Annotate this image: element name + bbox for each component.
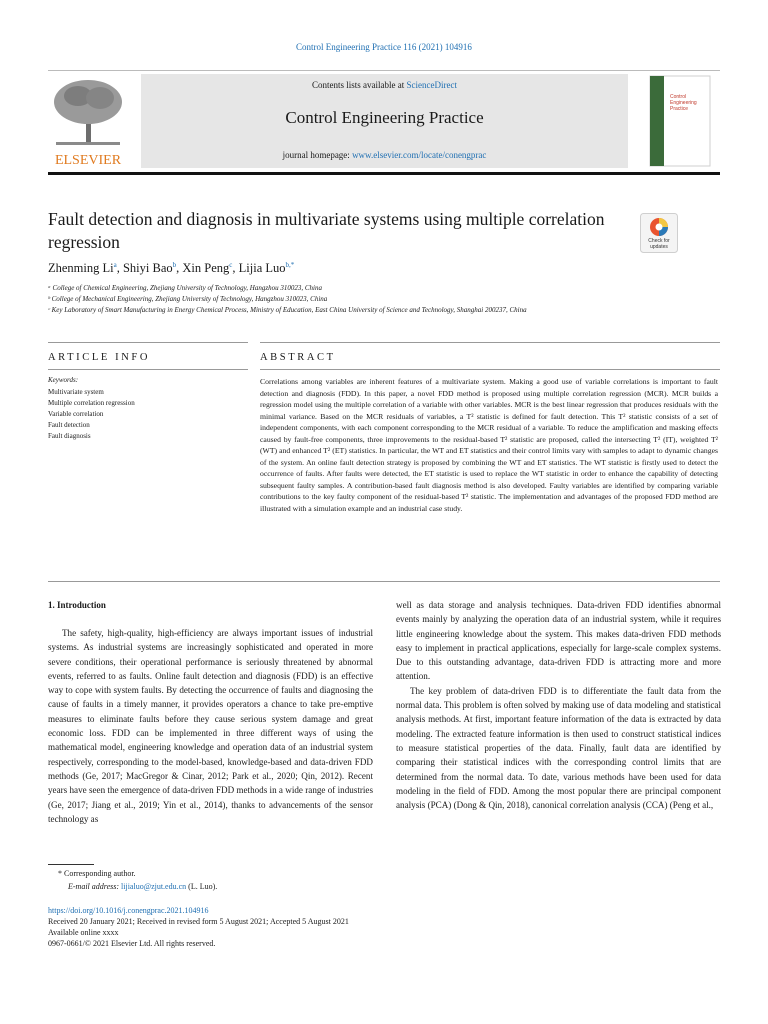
abstract-text: Correlations among variables are inherent features of a multivariate system. Making a good use of variable correlations is important to fault detection and diagnosis (FDD). In this paper, a novel FDD method is proposed using multiple correlation regression (MCR). MCR builds a regression model using the multiple correlation of a variable with other variables. MCR is the best linear regression that produces residuals with the minimal variance. Based on the MCR residuals of variables, a T² statistic is defined for fault detection. This T² statistic consists of a set of independent components, with each component corresponding to the MCR residual of a variable. To reduce the amplification and masking effects caused by fault-free components, three improvements to the residual-based T² statistic are proposed, called the intersecting T² (IT), weighted T² (WT) and enhanced T² (ET) statistics. In particular, the WT and ET statistics and their control limits vary with samples to adapt to dynamic changes of the system. An online fault detection strategy is proposed by combining the WT and ET statistics. The WT statistic is firstly used to detect the occurrence of faults. After faults were detected, the ET statistic is used to replace the WT statistic in order to enhance the capability of detecting subsequent faulty samples. A contribution-based fault diagnosis method is also developed. Faulty variables are identified by comparing variable contributions to the key faulty component of the residual-based T² statistic. The implementation and advantages of the proposed FDD method are illustrated with a simulation example and an industrial case study. (260, 377, 718, 514)
check-for-updates-label: Check for updates (648, 238, 670, 250)
keyword: Fault detection (48, 421, 90, 429)
author-affil-ref[interactable]: b,* (285, 261, 295, 269)
author-name: Zhenming Li (48, 261, 114, 276)
svg-text:Practice: Practice (670, 106, 689, 112)
contents-line (141, 80, 628, 90)
article-metadata (48, 905, 349, 949)
sciencedirect-link[interactable]: ScienceDirect (406, 80, 457, 90)
elsevier-wordmark: ELSEVIER (54, 153, 122, 168)
article-info-rule (48, 342, 248, 343)
header-divider (48, 70, 720, 71)
paragraph: well as data storage and analysis techniques. Data-driven FDD identifies abnormal events mainly by analyzing the operation data of an industrial system, while it requires little engineering knowledge about the system. This makes data-driven FDD methods easy to implement in practical applications, especially for large-scale complex systems. Due to this outstanding advantage, data-driven FDD is attracting more and more attention. (396, 600, 721, 682)
author-affil-ref[interactable]: c (229, 261, 233, 269)
email-suffix: (L. Luo). (186, 882, 218, 891)
abstract-heading: ABSTRACT (260, 352, 336, 363)
abstract-rule-2 (260, 369, 720, 370)
article-info-rule-2 (48, 369, 248, 370)
author-name: Lijia Luo (238, 261, 286, 276)
author-name: Shiyi Bao (122, 261, 173, 276)
available-online: Available online xxxx (48, 928, 119, 937)
email-note (68, 882, 217, 891)
received-dates: Received 20 January 2021; Received in revised form 5 August 2021; Accepted 5 August 2021 (48, 917, 349, 926)
footnote-rule (48, 864, 94, 865)
abstract-bottom-rule (48, 581, 720, 582)
paragraph: The key problem of data-driven FDD is to differentiate the fault data from the normal data. This problem is often solved by making use of data modeling and statistical analysis methods. At first, important feature information of the data is extracted by data modeling. The extracted feature information is then used to construct statistical indices to measure statistical properties of the data. Finally, fault data are identified by comparing their statistical indices with the corresponding control limits that are determined from the normal data. To date, various methods have been used for data modeling in the field of FDD. Among the most popular there are principal component analysis (PCA) (Dong & Qin, 2018), canonical correlation analysis (CCA) (Peng et al., (396, 685, 721, 811)
affiliation-b: ᵇ College of Mechanical Engineering, Zhejiang University of Technology, Hangzhou 310023, China (48, 295, 328, 303)
email-label: E-mail address: (68, 882, 122, 891)
affiliation-a: ᵃ College of Chemical Engineering, Zhejiang University of Technology, Hangzhou 310023, China (48, 284, 322, 292)
journal-cover-thumbnail (640, 74, 720, 168)
copyright: 0967-0661/© 2021 Elsevier Ltd. All rights reserved. (48, 939, 216, 948)
doi-link[interactable]: https://doi.org/10.1016/j.conengprac.2021.104916 (48, 906, 209, 915)
paper-title: Fault detection and diagnosis in multivariate systems using multiple correlation regression (48, 209, 605, 252)
abstract-rule (260, 342, 720, 343)
journal-reference-link[interactable]: Control Engineering Practice 116 (2021) 104916 (296, 42, 472, 52)
body-column-left (48, 626, 373, 826)
elsevier-logo (48, 74, 128, 168)
header-thick-rule (48, 172, 720, 175)
article-info-heading: ARTICLE INFO (48, 352, 151, 363)
paragraph: The safety, high-quality, high-efficiency are always important issues of industrial systems. As industrial systems are increasingly sophisticated and operated in more severe conditions, their operational performance is seriously threatened by abnormal events, referred to as faults. Online fault detection and diagnosis (FDD) is an effective way to cope with system faults. By detecting the occurrence of faults and diagnosing the cause of faults in a timely manner, it provides operators a chance to take pre-emptive measures to eliminate faults before they cause serious system damage and great economic loss. FDD can be implemented in three different ways of using the mathematical model, engineering knowledge and operation data of an industrial system respectively, corresponding to the model-based, knowledge-based and data-driven FDD methods (Ge, 2017; MacGregor & Cinar, 2012; Park et al., 2020; Qin, 2012). Recent years have seen the emergence of data-driven FDD methods in a wide range of industries (Ge, 2017; Jiang et al., 2019; Yin et al., 2014), thanks to advancements of the sensor technology as (48, 628, 373, 824)
keyword: Variable correlation (48, 410, 104, 418)
journal-title: Control Engineering Practice (285, 108, 484, 127)
author-name: Xin Peng (182, 261, 230, 276)
keywords-label: Keywords: (48, 376, 79, 384)
affiliation-c: ᶜ Key Laboratory of Smart Manufacturing in Energy Chemical Process, Ministry of Education, East China University of Science and Technology, Shanghai 200237, China (48, 306, 527, 314)
author-affil-ref[interactable]: a (113, 261, 117, 269)
contents-prefix: Contents lists available at (312, 80, 407, 90)
corresponding-author-note: * Corresponding author. (58, 869, 136, 878)
homepage-link[interactable]: www.elsevier.com/locate/conengprac (352, 150, 487, 160)
keyword: Fault diagnosis (48, 432, 91, 440)
svg-text:Control: Control (670, 94, 687, 100)
check-for-updates-badge[interactable] (640, 213, 678, 253)
keyword: Multiple correlation regression (48, 399, 135, 407)
author-list: Zhenming Li$^a$, Shiyi Bao$^b$, Xin Peng$^c$, Lijia Luo$^{b,*}$ (48, 261, 295, 276)
author-affil-ref[interactable]: b (172, 261, 177, 269)
keywords-list (48, 387, 248, 442)
section-heading-introduction: 1. Introduction (48, 600, 106, 610)
homepage-line (141, 150, 628, 160)
svg-text:Engineering: Engineering (670, 100, 697, 106)
email-link[interactable]: lijialuo@zjut.edu.cn (121, 882, 187, 891)
keyword: Multivariate system (48, 388, 104, 396)
homepage-prefix: journal homepage: (282, 150, 353, 160)
body-column-right (396, 598, 721, 812)
